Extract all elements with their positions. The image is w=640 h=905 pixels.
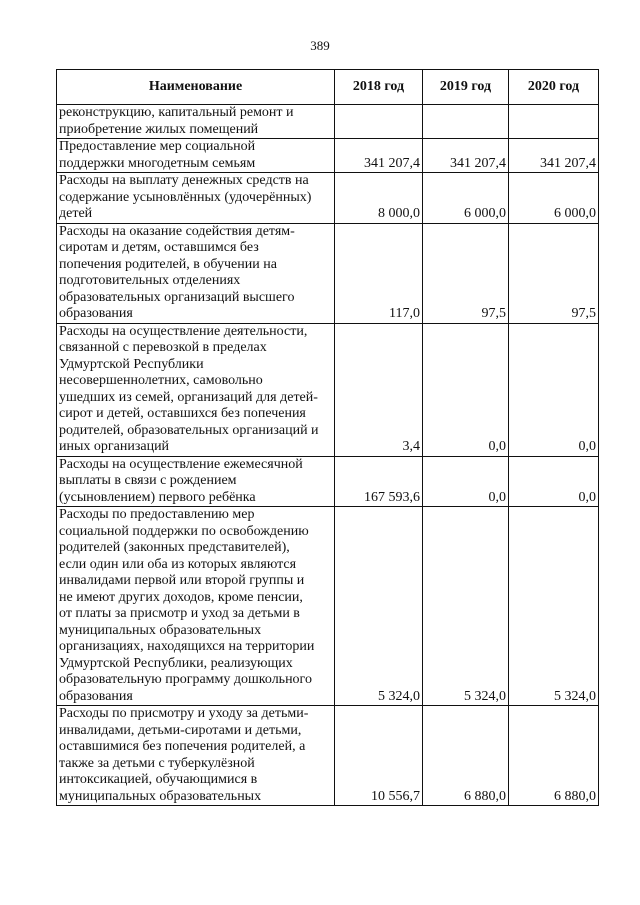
table-row [57,105,599,139]
row-value-2019: 0,0 [423,323,509,456]
table-row [57,706,599,806]
page-number: 389 [310,38,330,53]
row-value-2019: 6 000,0 [423,173,509,224]
row-name: Расходы на осуществление ежемесячной выплаты в связи с рождением (усыновлением) первого ребёнка [57,456,335,507]
table-row [57,507,599,706]
row-name: Предоставление мер социальной поддержки многодетным семьям [57,139,335,173]
header-2019: 2019 год [423,70,509,105]
row-name: Расходы на выплату денежных средств на содержание усыновлённых (удочерённых) детей [57,173,335,224]
row-name: Расходы по предоставлению мер социальной поддержки по освобождению родителей (законных представителей), если один или оба из которых являются инвалидами первой или второй группы и не имеют других доходов, кроме пенсии, от платы за присмотр и уход за детьми в муниципальных образовательных организациях, находящихся на территории Удмуртской Республики, реализующих образовательную программу дошкольного образования [57,507,335,706]
row-value-2018: 5 324,0 [335,507,423,706]
row-value-2020: 6 000,0 [509,173,599,224]
row-value-2019: 0,0 [423,456,509,507]
row-value-2018: 8 000,0 [335,173,423,224]
row-value-2020: 97,5 [509,223,599,323]
row-value-2020: 0,0 [509,323,599,456]
budget-table [56,69,599,806]
row-value-2020 [509,105,599,139]
row-value-2019 [423,105,509,139]
row-value-2020: 0,0 [509,456,599,507]
row-name: Расходы по присмотру и уходу за детьми- инвалидами, детьми-сиротами и детьми, оставшимися без попечения родителей, а также за детьми с туберкулёзной интоксикацией, обучающимися в муниципальных образовательных [57,706,335,806]
row-value-2018: 341 207,4 [335,139,423,173]
table-header-row [57,70,599,105]
row-value-2018: 3,4 [335,323,423,456]
row-value-2020: 5 324,0 [509,507,599,706]
table-row [57,173,599,224]
header-2020: 2020 год [509,70,599,105]
row-name: Расходы на осуществление деятельности, связанной с перевозкой в пределах Удмуртской Республики несовершеннолетних, самовольно ушедших из семей, организаций для детей- сирот и детей, оставшихся без попечения родителей, образовательных организаций и иных организаций [57,323,335,456]
header-2018: 2018 год [335,70,423,105]
row-value-2019: 97,5 [423,223,509,323]
row-name: реконструкцию, капитальный ремонт и приобретение жилых помещений [57,105,335,139]
row-value-2019: 5 324,0 [423,507,509,706]
row-value-2019: 6 880,0 [423,706,509,806]
row-value-2019: 341 207,4 [423,139,509,173]
row-value-2020: 341 207,4 [509,139,599,173]
row-value-2020: 6 880,0 [509,706,599,806]
header-name: Наименование [57,70,335,105]
table-row [57,139,599,173]
row-value-2018: 167 593,6 [335,456,423,507]
row-value-2018 [335,105,423,139]
table-row [57,323,599,456]
row-value-2018: 117,0 [335,223,423,323]
table-row [57,456,599,507]
row-name: Расходы на оказание содействия детям- сиротам и детям, оставшимся без попечения родителей, в обучении на подготовительных отделениях образовательных организаций высшего образования [57,223,335,323]
row-value-2018: 10 556,7 [335,706,423,806]
table-row [57,223,599,323]
